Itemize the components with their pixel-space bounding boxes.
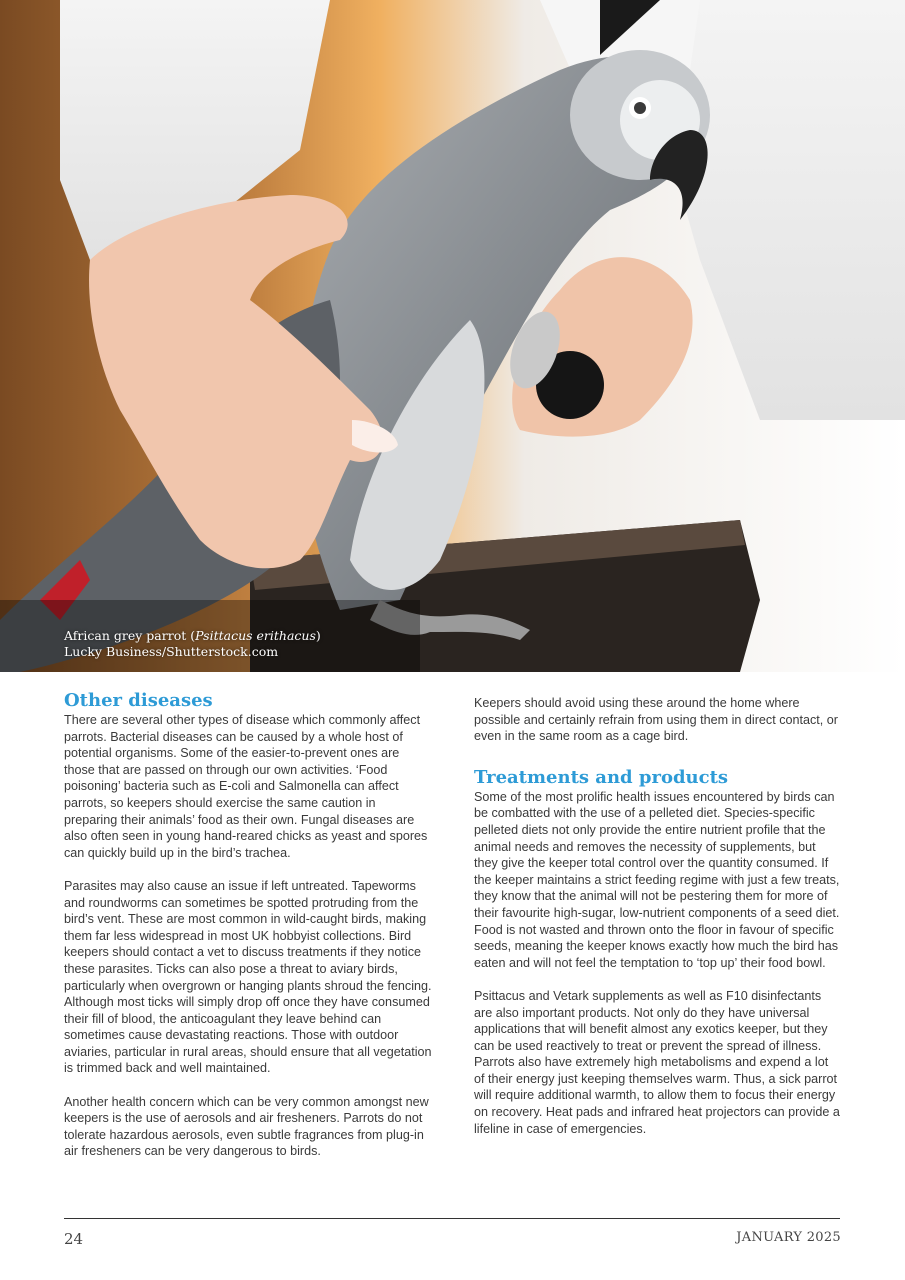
- photo-caption: [64, 628, 321, 660]
- paragraph-continuation: Keepers should avoid using these around the home where possible and certainly refrain from using them in direct contact, or even in the same room as a cage bird.: [474, 696, 838, 744]
- heading-treatments: Treatments and products: [474, 766, 729, 788]
- heading-other-diseases: Other diseases: [64, 690, 213, 711]
- caption-close-paren: ): [315, 628, 321, 643]
- paragraph: Psittacus and Vetark supplements as well as F10 disinfectants are also important products. Not only do they have universal applications that will benefit almost any exotics keeper, but they can be used reactively to treat or prevent the spread of illness. Parrots also have extremely high metabolisms and expend a lot of their energy just keeping themselves warm. Thus, a sick parrot will require additional warmth, to allow them to focus their energy on recovery. Heat pads and infrared heat projectors can provide a lifeline in case of emergencies.: [474, 988, 840, 1136]
- right-column: [474, 690, 842, 1154]
- left-column: [64, 690, 432, 1177]
- caption-common-name: African grey parrot (: [64, 628, 196, 643]
- caption-latin-name: Psittacus erithacus: [195, 628, 316, 643]
- paragraph: Parasites may also cause an issue if left untreated. Tapeworms and roundworms can sometimes be spotted protruding from the bird’s vent. These are most common in wild-caught birds, making them far less widespread in most UK hobbyist collections. Bird keepers should contact a vet to discuss treatments if they notice these parasites. Ticks can also pose a threat to aviary birds, particularly when overgrown or hanging plants shroud the fencing. Although most ticks will simply drop off once they have consumed their fill of blood, the anticoagulant they leave behind can sometimes cause devastating reactions. Those with outdoor aviaries, particular in rural areas, should ensure that all vegetation is trimmed back and well maintained.: [64, 878, 432, 1076]
- footer-rule: [64, 1218, 840, 1219]
- issue-date: JANUARY 2025: [736, 1230, 841, 1245]
- page-number: 24: [64, 1230, 84, 1248]
- photo-credit: Lucky Business/Shutterstock.com: [64, 644, 279, 659]
- paragraph: There are several other types of disease which commonly affect parrots. Bacterial diseases can be caused by a whole host of potential organisms. Some of the easier-to-prevent ones are those that are passed on through our own activities. ‘Food poisoning’ bacteria such as E-coli and Salmonella can affect parrots, so keepers should exercise the same caution in preparing their animals’ food as their own. Fungal diseases are also often seen in young hand-reared chicks as yeast and spores can quickly build up in the bird’s trachea.: [64, 713, 428, 860]
- paragraph: Another health concern which can be very common amongst new keepers is the use of aerosols and air fresheners. Parrots do not tolerate hazardous aerosols, even subtle fragrances from plug-in air fresheners can be very dangerous to birds.: [64, 1094, 429, 1159]
- paragraph: Some of the most prolific health issues encountered by birds can be combatted with the use of a pelleted diet. Species-specific pelleted diets not only provide the entire nutrient profile that the animal needs and removes the necessity of supplements, but they give the keeper total control over the quantity consumed. If the keeper maintains a strict feeding regime with just a few treats, they know that the animal will not be pestering them for more of their favourite high-sugar, low-nutrient components of a seed diet. Food is not wasted and thrown onto the floor in favour of specific seeds, meaning the keeper knows exactly how much the bird has eaten and will not feel the temptation to ‘top up’ their food bowl.: [474, 789, 840, 970]
- caption-species: [64, 628, 321, 644]
